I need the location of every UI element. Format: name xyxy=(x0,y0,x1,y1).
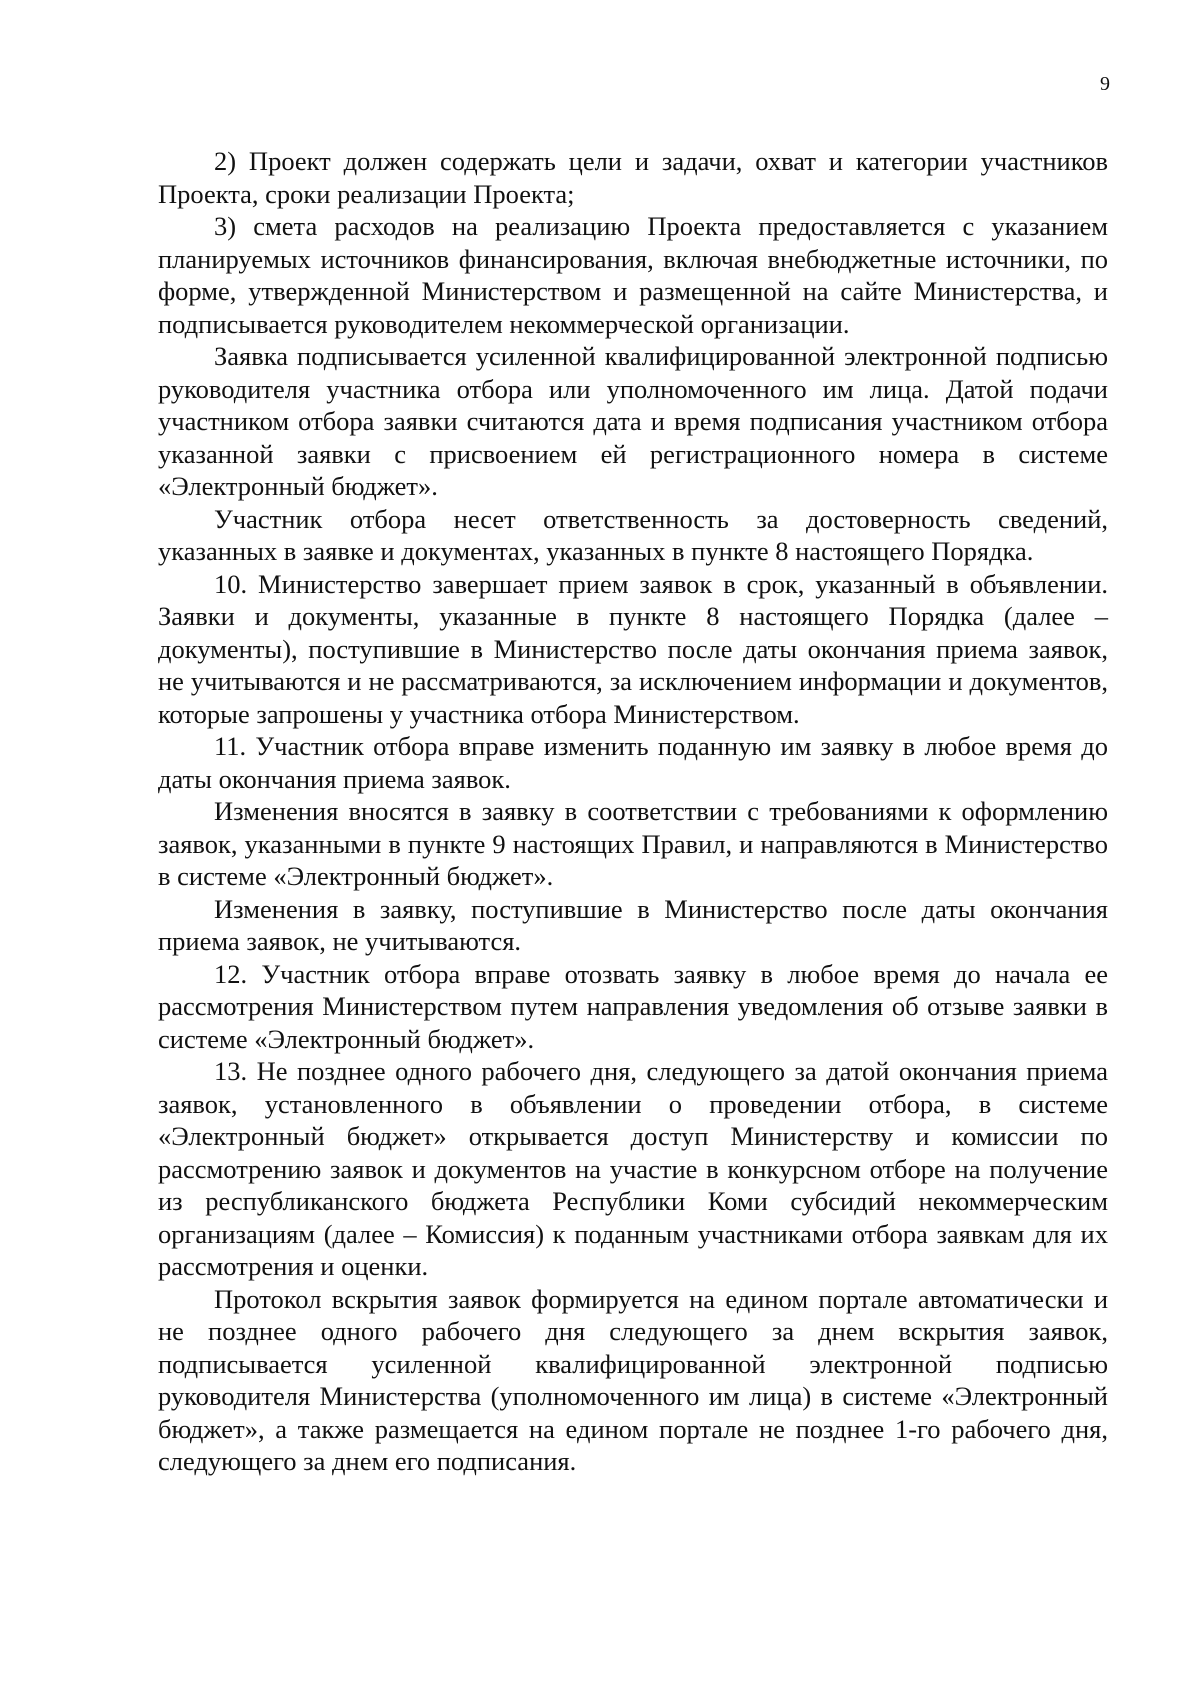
paragraph-12-withdraw-application: 12. Участник отбора вправе отозвать заявку в любое время до начала ее рассмотрения Министерством путем направления уведомления об отзыве заявки в системе «Электронный бюджет». xyxy=(158,958,1108,1054)
page-number: 9 xyxy=(1100,73,1110,95)
paragraph-item-3-budget: 3) смета расходов на реализацию Проекта предоставляется с указанием планируемых источников финансирования, включая внебюджетные источники, по форме, утвержденной Министерством и размещенной на сайте Министерства, и подписывается руководителем некоммерческой организации. xyxy=(158,211,1108,339)
paragraph-opening-protocol: Протокол вскрытия заявок формируется на едином портале автоматически и не позднее одного рабочего дня следующего за днем вскрытия заявок, подписывается усиленной квалифицированной электронной подписью руководителя Министерства (уполномоченного им лица) в системе «Электронный бюджет», а также размещается на едином портале не позднее 1-го рабочего дня, следующего за днем его подписания. xyxy=(158,1283,1108,1476)
paragraph-changes-submission: Изменения вносятся в заявку в соответствии с требованиями к оформлению заявок, указанными в пункте 9 настоящих Правил, и направляются в Министерство в системе «Электронный бюджет». xyxy=(158,796,1108,891)
paragraph-application-signature: Заявка подписывается усиленной квалифицированной электронной подписью руководителя участника отбора или уполномоченного им лица. Датой подачи участником отбора заявки считаются дата и время подписания участником отбора указанной заявки с присвоением ей регистрационного номера в системе «Электронный бюджет». xyxy=(158,341,1108,501)
paragraph-item-2: 2) Проект должен содержать цели и задачи, охват и категории участников Проекта, сроки реализации Проекта; xyxy=(158,146,1108,209)
paragraph-11-change-application: 11. Участник отбора вправе изменить поданную им заявку в любое время до даты окончания приема заявок. xyxy=(158,731,1108,794)
paragraph-10-acceptance-end: 10. Министерство завершает прием заявок в срок, указанный в объявлении. Заявки и документы, указанные в пункте 8 настоящего Порядка (далее – документы), поступившие в Министерство после даты окончания приема заявок, не учитываются и не рассматриваются, за исключением информации и документов, которые запрошены у участника отбора Министерством. xyxy=(158,568,1108,729)
paragraph-participant-responsibility: Участник отбора несет ответственность за достоверность сведений, указанных в заявке и документах, указанных в пункте 8 настоящего Порядка. xyxy=(158,503,1108,566)
paragraph-13-access-opening: 13. Не позднее одного рабочего дня, следующего за датой окончания приема заявок, установленного в объявлении о проведении отбора, в системе «Электронный бюджет» открывается доступ Министерству и комиссии по рассмотрению заявок и документов на участие в конкурсном отборе на получение из республиканского бюджета Республики Коми субсидий некоммерческим организациям (далее – Комиссия) к поданным участниками отбора заявкам для их рассмотрения и оценки. xyxy=(158,1056,1108,1281)
document-body xyxy=(158,145,1108,1478)
paragraph-late-changes: Изменения в заявку, поступившие в Министерство после даты окончания приема заявок, не учитываются. xyxy=(158,893,1108,956)
